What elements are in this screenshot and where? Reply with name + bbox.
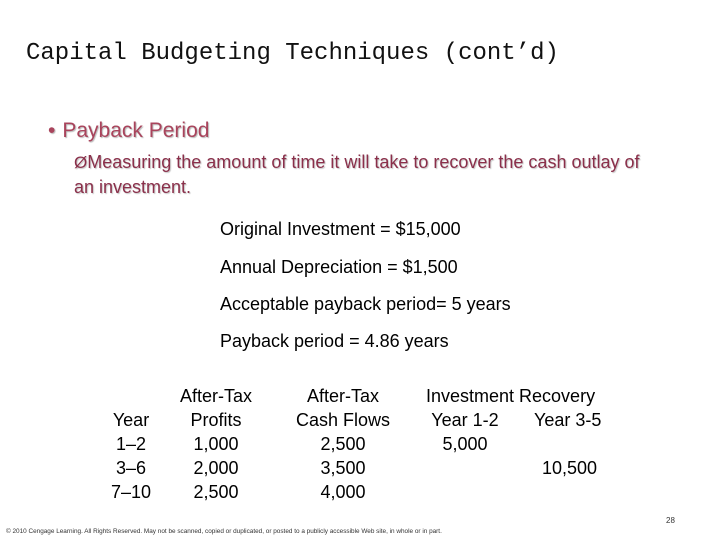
table-cell-profit: 1,000	[193, 434, 239, 454]
bullet-text: Payback Period	[62, 119, 210, 142]
slide-title: Capital Budgeting Techniques (cont’d)	[26, 40, 559, 67]
bullet-marker: •	[48, 119, 56, 142]
arrow-bullet-icon: Ø	[74, 153, 88, 172]
profits-header-line2: Profits	[190, 410, 242, 430]
table-cell-cashflow: 3,500	[320, 458, 366, 478]
copyright-footer: © 2010 Cengage Learning. All Rights Reserved. May not be scanned, copied or duplicated, or posted to a publicly accessible Web site, in whole or in part.	[6, 528, 442, 535]
recovery-sub-header: Year 3-5	[534, 410, 602, 430]
profits-header-line1: After-Tax	[179, 386, 253, 406]
fact-payback-period: Payback period = 4.86 years	[220, 331, 449, 351]
fact-acceptable-payback: Acceptable payback period= 5 years	[220, 294, 511, 314]
fact-annual-depreciation: Annual Depreciation = $1,500	[220, 257, 458, 277]
recovery-year-1-2-column	[420, 408, 510, 456]
year-header: Year	[112, 410, 150, 430]
fact-original-investment: Original Investment = $15,000	[220, 219, 461, 239]
cashflows-column	[280, 384, 406, 504]
table-cell-profit: 2,000	[193, 458, 239, 478]
sub-bullet-definition	[74, 150, 644, 199]
bullet-payback-period	[48, 119, 209, 143]
table-cell-year: 1–2	[115, 434, 147, 454]
table-cell-cashflow: 2,500	[320, 434, 366, 454]
recovery-header: Investment Recovery	[426, 386, 596, 406]
recovery-sub-header: Year 1-2	[431, 410, 499, 430]
sub-bullet-text: Measuring the amount of time it will take to recover the cash outlay of an investment.	[74, 152, 640, 197]
profits-column	[166, 384, 266, 504]
table-cell-profit: 2,500	[193, 482, 239, 502]
table-cell-recovery: 10,500	[542, 458, 598, 478]
table-cell-year: 3–6	[115, 458, 147, 478]
table-cell-recovery: 5,000	[442, 434, 488, 454]
page-number: 28	[666, 516, 675, 525]
cashflows-header-line1: After-Tax	[306, 386, 380, 406]
table-cell-cashflow: 4,000	[320, 482, 366, 502]
year-column	[102, 408, 160, 504]
cashflows-header-line2: Cash Flows	[295, 410, 391, 430]
table-cell-year: 7–10	[110, 482, 152, 502]
